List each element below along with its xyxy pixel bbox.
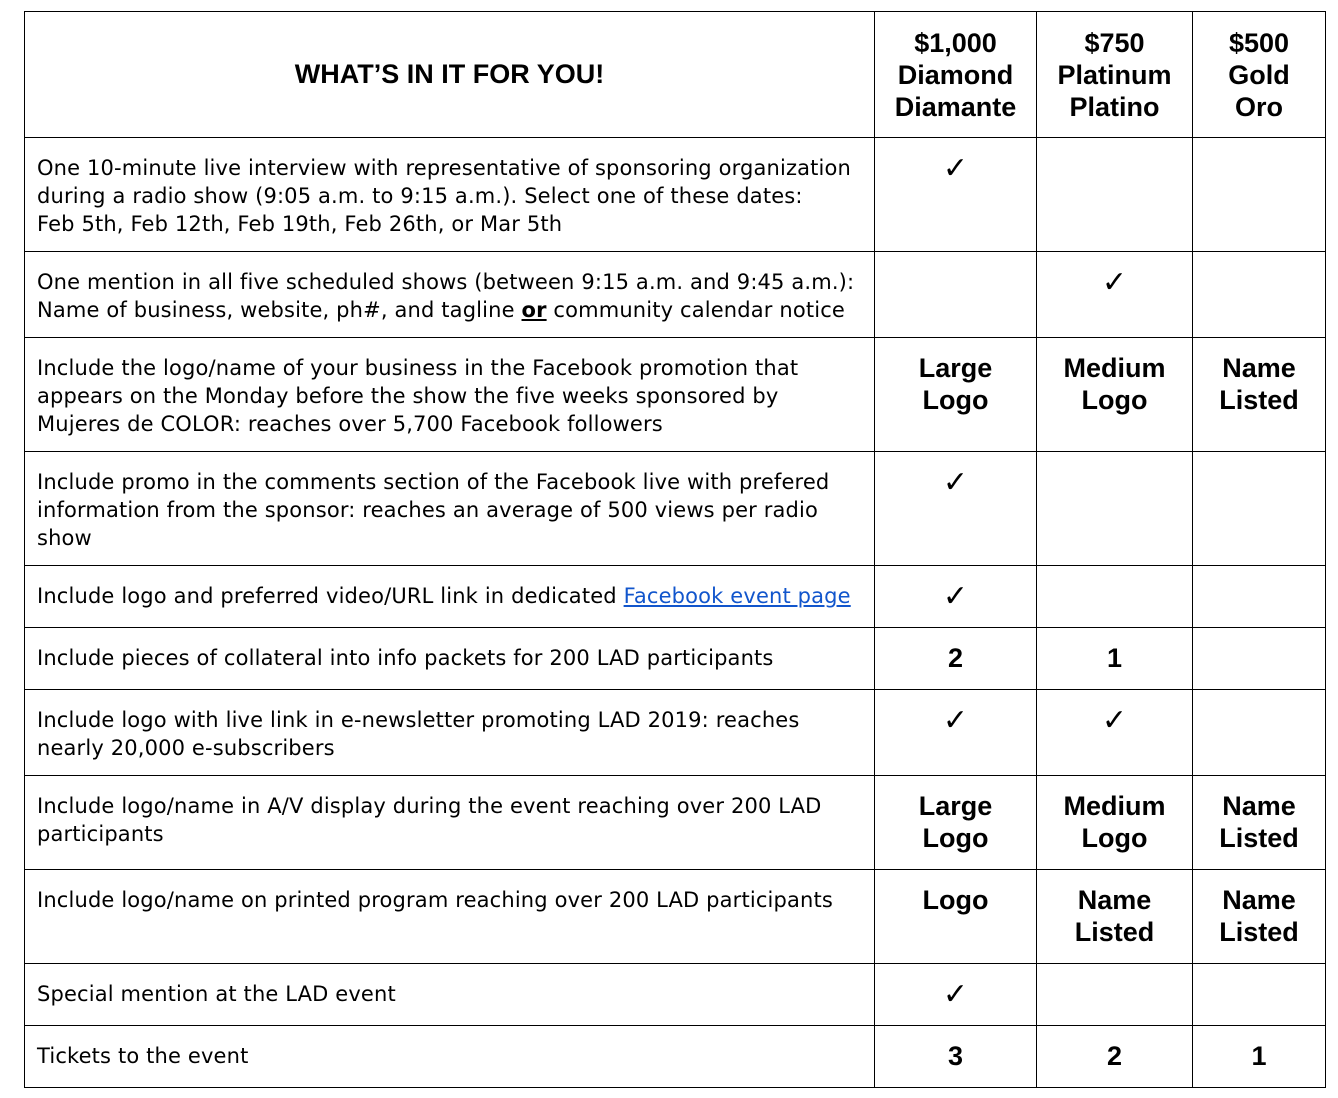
diamond-cell: Logo (875, 870, 1037, 964)
diamond-cell (875, 964, 1037, 1026)
header-row (25, 12, 1326, 138)
checkmark-icon: ✓ (942, 151, 969, 186)
diamond-cell: 3 (875, 1026, 1037, 1088)
gold-cell: Name Listed (1193, 870, 1326, 964)
tier-name-es: Oro (1234, 91, 1283, 122)
diamond-cell: Large Logo (875, 338, 1037, 452)
tier-name-en: Platinum (1057, 59, 1172, 90)
benefit-description: Include the logo/name of your business in the Facebook promotion that appears on the Monday before the show the five weeks sponsored by Mujeres de COLOR: reaches over 5,700 Facebook followers (25, 338, 875, 452)
platinum-cell (1037, 690, 1193, 776)
gold-cell: Name Listed (1193, 338, 1326, 452)
benefit-description: Include pieces of collateral into info packets for 200 LAD participants (25, 628, 875, 690)
table-row (25, 566, 1326, 628)
gold-cell (1193, 964, 1326, 1026)
table-row (25, 690, 1326, 776)
gold-cell (1193, 566, 1326, 628)
benefit-description: Special mention at the LAD event (25, 964, 875, 1026)
platinum-cell (1037, 138, 1193, 252)
checkmark-icon: ✓ (942, 465, 969, 500)
table-row (25, 776, 1326, 870)
table-row (25, 628, 1326, 690)
benefit-description: Tickets to the event (25, 1026, 875, 1088)
gold-cell: 1 (1193, 1026, 1326, 1088)
diamond-cell (875, 252, 1037, 338)
checkmark-icon: ✓ (942, 579, 969, 614)
sponsorship-benefits-table (24, 11, 1326, 1088)
table-title: WHAT’S IN IT FOR YOU! (25, 12, 875, 138)
table-row (25, 1026, 1326, 1088)
tier-header-platinum (1037, 12, 1193, 138)
emphasis-or: or (521, 298, 547, 322)
table-row (25, 138, 1326, 252)
platinum-cell: Medium Logo (1037, 776, 1193, 870)
benefit-description: One 10-minute live interview with representative of sponsoring organization during a radio show (9:05 a.m. to 9:15 a.m.). Select one of these dates: Feb 5th, Feb 12th, Feb 19th, Feb 26th, or Mar 5th (25, 138, 875, 252)
tier-name-en: Gold (1228, 59, 1290, 90)
diamond-cell (875, 690, 1037, 776)
tier-header-gold (1193, 12, 1326, 138)
benefit-description: One mention in all five scheduled shows (between 9:15 a.m. and 9:45 a.m.): Name of business, website, ph#, and tagline or community calendar notice (25, 252, 875, 338)
table-row (25, 252, 1326, 338)
diamond-cell: 2 (875, 628, 1037, 690)
table-row (25, 338, 1326, 452)
tier-name-es: Diamante (894, 91, 1017, 122)
gold-cell (1193, 138, 1326, 252)
platinum-cell (1037, 964, 1193, 1026)
tier-price: $500 (1228, 27, 1290, 58)
platinum-cell (1037, 252, 1193, 338)
table-row (25, 452, 1326, 566)
diamond-cell (875, 138, 1037, 252)
tier-price: $750 (1084, 27, 1145, 58)
platinum-cell: Medium Logo (1037, 338, 1193, 452)
facebook-event-page-link[interactable]: Facebook event page (623, 584, 851, 608)
tier-name-es: Platino (1069, 91, 1160, 122)
tier-header-diamond (875, 12, 1037, 138)
platinum-cell: 2 (1037, 1026, 1193, 1088)
platinum-cell: Name Listed (1037, 870, 1193, 964)
table-row (25, 870, 1326, 964)
diamond-cell (875, 566, 1037, 628)
gold-cell (1193, 452, 1326, 566)
benefit-description: Include logo and preferred video/URL link in dedicated Facebook event page (25, 566, 875, 628)
benefit-description: Include logo/name in A/V display during the event reaching over 200 LAD participants (25, 776, 875, 870)
gold-cell (1193, 628, 1326, 690)
platinum-cell: 1 (1037, 628, 1193, 690)
checkmark-icon: ✓ (1101, 703, 1128, 738)
gold-cell (1193, 690, 1326, 776)
checkmark-icon: ✓ (942, 977, 969, 1012)
gold-cell: Name Listed (1193, 776, 1326, 870)
benefit-description: Include logo with live link in e-newsletter promoting LAD 2019: reaches nearly 20,000 e-subscribers (25, 690, 875, 776)
checkmark-icon: ✓ (1101, 265, 1128, 300)
diamond-cell: Large Logo (875, 776, 1037, 870)
diamond-cell (875, 452, 1037, 566)
platinum-cell (1037, 452, 1193, 566)
gold-cell (1193, 252, 1326, 338)
benefit-description: Include logo/name on printed program reaching over 200 LAD participants (25, 870, 875, 964)
platinum-cell (1037, 566, 1193, 628)
benefit-description: Include promo in the comments section of the Facebook live with prefered information from the sponsor: reaches an average of 500 views per radio show (25, 452, 875, 566)
checkmark-icon: ✓ (942, 703, 969, 738)
tier-price: $1,000 (914, 27, 997, 58)
table-row (25, 964, 1326, 1026)
tier-name-en: Diamond (897, 59, 1014, 90)
